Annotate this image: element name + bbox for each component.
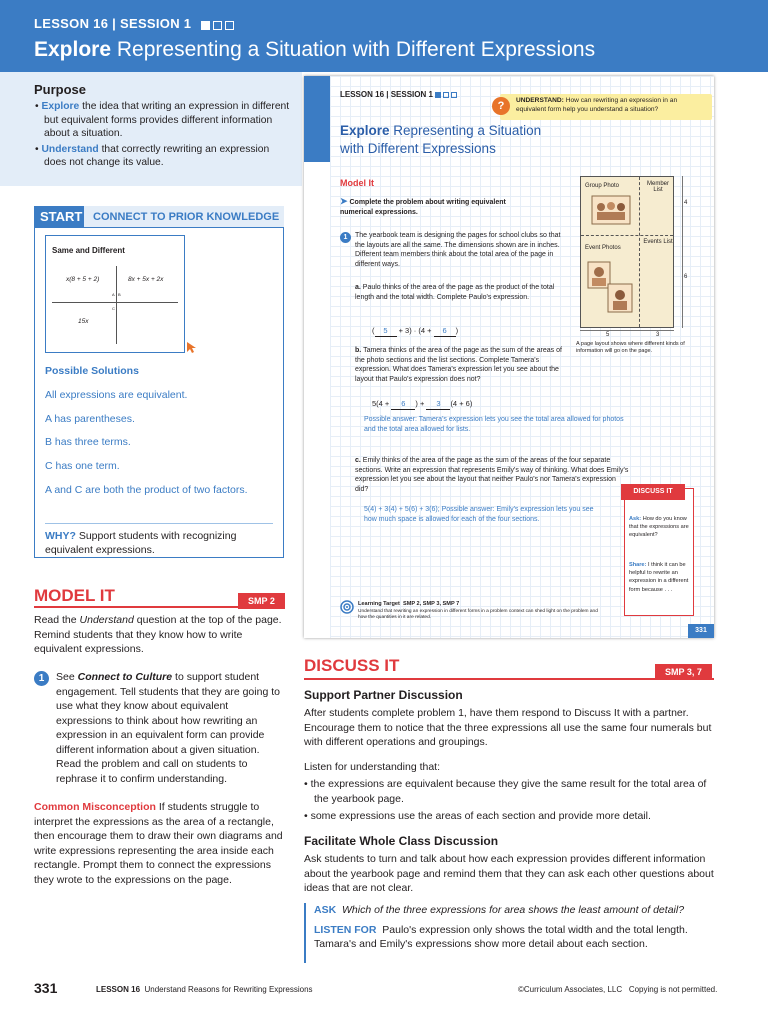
step-number-badge: 1	[34, 671, 49, 686]
sp-problem-text: The yearbook team is designing the pages for school clubs so that the layouts are all the same. The dimensions shown are in inches. Different team members think about the total area of the page in different ways.	[355, 232, 561, 268]
layout-caption: A page layout shows where different kinds of information will go on the page.	[576, 341, 685, 354]
footer-page-number: 331	[34, 980, 58, 996]
connect-prior-knowledge-label: CONNECT TO PRIOR KNOWLEDGE	[93, 211, 280, 223]
dim-6-label: 6	[684, 274, 688, 280]
same-and-different-card[interactable]	[45, 235, 185, 353]
footer-lesson-title: Understand Reasons for Rewriting Expressions	[144, 985, 313, 994]
understand-question	[516, 97, 708, 114]
sp-c-answer: 5(4) + 3(4) + 5(6) + 3(6); Possible answer: Emily's expression lets you see how much space is allowed for each of the four sections.	[364, 506, 594, 523]
model-it-rule	[34, 606, 284, 608]
expr-part: (4 + 6)	[450, 399, 473, 408]
sad-label-c: C	[112, 306, 115, 311]
solution-item: A and C are both the product of two factors.	[45, 484, 248, 496]
sp-discuss-ask	[629, 515, 691, 540]
dim-5-label: 5	[606, 332, 610, 338]
model-it-intro	[34, 613, 286, 657]
sad-item-b: 8x + 5x + 2x	[128, 276, 164, 283]
expr-part: + 3) · (4 +	[396, 326, 434, 335]
page-title	[34, 38, 595, 62]
sp-ask-text: How do you know that the expressions are equivalent?	[629, 516, 689, 539]
answer-blank: 6	[434, 326, 456, 337]
listen-item-text: some expressions use the areas of each section and provide more detail.	[310, 810, 651, 822]
sp-title-line1: Representing a Situation	[393, 123, 542, 138]
solution-item: A has parentheses.	[45, 413, 135, 425]
sp-b-expression	[372, 399, 472, 410]
ask-keyword: ASK	[314, 904, 337, 916]
answer-blank: 5	[375, 326, 397, 337]
listen-heading: Listen for understanding that:	[304, 761, 441, 773]
facilitate-text: Ask students to turn and talk about how each expression provides different information about the yearbook page and remind them that they can ask each other questions about ideas that are not clear.	[304, 853, 714, 894]
lt-smp: SMP 2, SMP 3, SMP 7	[402, 601, 460, 607]
why-keyword: WHY?	[45, 530, 76, 542]
listen-for-line	[314, 923, 716, 952]
purpose-text: that correctly rewriting an expression does not change its value.	[44, 143, 270, 168]
session-progress-icon	[201, 17, 237, 32]
page-layout-diagram	[580, 176, 674, 328]
start-section	[34, 206, 284, 558]
sad-quadrants	[52, 266, 178, 346]
sp-instruction-text: Complete the problem about writing equivalent numerical expressions.	[340, 199, 506, 216]
sp-discuss-share	[629, 561, 691, 594]
sp-a-text: Paulo thinks of the area of the page as the product of the total length and the total width. Complete Paulo's expression.	[355, 284, 555, 301]
step-emphasis: Connect to Culture	[77, 671, 173, 683]
sp-share-text: I think it can be helpful to rewrite an expression in a different form because . . .	[629, 562, 689, 593]
sad-title: Same and Different	[52, 246, 125, 255]
understand-text: How can rewriting an expression in an equivalent form help you understand a situation?	[516, 97, 678, 113]
purpose-item: • Understand that correctly rewriting an expression does not change its value.	[35, 143, 270, 168]
expr-part: (	[372, 326, 375, 335]
sp-b-label: b.	[355, 347, 362, 354]
sp-page-number: 331	[688, 624, 714, 638]
purpose-keyword: Explore	[41, 101, 80, 112]
sp-b-text: Tamera thinks of the area of the page as the sum of the areas of the photo sections and the list sections. Complete Tamera's expression. What does Tamera's expression let you see about the layout that Paulo's expression does not?	[355, 347, 562, 383]
model-it-step	[56, 670, 286, 786]
listen-for-keyword: LISTEN FOR	[314, 923, 377, 936]
sp-instruction: ➤ Complete the problem about writing equivalent numerical expressions.	[340, 196, 506, 216]
solution-item: All expressions are equivalent.	[45, 389, 188, 401]
footer-lesson	[96, 985, 313, 994]
sp-session: SESSION 1	[390, 90, 433, 99]
sad-label-a: A	[112, 292, 115, 297]
listen-item: • the expressions are equivalent because they give the same result for the total area of the yearbook page.	[304, 778, 707, 805]
layout-group-photo: Group Photo	[585, 183, 620, 189]
step-text: to support student engagement. Tell students that they are going to use what they know about equivalent expressions to think about how rewriting an expression in an equivalent form can provide different information about a given situation. Read the problem and call on students to rephrase it to confirm understanding.	[56, 671, 280, 785]
ask-line	[314, 903, 716, 918]
expr-part: 5(4 +	[372, 399, 392, 408]
discuss-it-rule	[304, 678, 714, 680]
dim-line-vertical	[678, 176, 683, 328]
sp-title	[340, 122, 541, 158]
footer-copyright: ©Curriculum Associates, LLC Copying is not permitted.	[518, 985, 718, 994]
listen-list	[304, 777, 716, 824]
listen-for-text: Paulo's expression only shows the total width and the total length. Tamara's and Emily's expressions show more detail about each section.	[314, 923, 688, 950]
common-misconception	[34, 800, 286, 887]
facilitate-heading: Facilitate Whole Class Discussion	[304, 834, 499, 848]
intro-text: question at the top of the page. Remind students that they know how to write equivalent expressions.	[34, 614, 282, 655]
misconception-keyword: Common Misconception	[34, 801, 156, 813]
sp-b-answer: Possible answer: Tamera's expression lets you see the total area allowed for photos and the total area allowed for lists.	[364, 416, 624, 433]
lt-keyword: Learning Target	[358, 601, 400, 607]
sad-item-c: 15x	[78, 318, 89, 325]
title-explore: Explore	[34, 38, 112, 61]
solution-item: B has three terms.	[45, 436, 131, 448]
sp-progress-icon	[435, 90, 460, 99]
purpose-heading: Purpose	[34, 82, 87, 97]
lesson-session-label: LESSON 16 | SESSION 1	[34, 16, 237, 32]
question-icon: ?	[492, 97, 510, 115]
sp-a-label: a.	[355, 284, 361, 291]
footer-lesson-number: LESSON 16	[96, 985, 141, 994]
discuss-it-heading: DISCUSS IT	[304, 656, 400, 675]
support-heading: Support Partner Discussion	[304, 688, 463, 702]
sp-share-kw: Share:	[629, 562, 647, 568]
dim-4-label: 4	[684, 200, 688, 206]
sad-item-a: x(8 + 5 + 2)	[66, 276, 100, 283]
sp-ask-kw: Ask:	[629, 516, 642, 522]
layout-event-photos: Event Photos	[585, 245, 621, 251]
solution-item: C has one term.	[45, 460, 120, 472]
purpose-text: the idea that writing an expression in different but equivalent forms provides different information about a situation.	[44, 101, 290, 139]
model-it-heading: MODEL IT	[34, 586, 115, 605]
purpose-item: • Explore the idea that writing an expression in different but equivalent forms provides different information about a situation.	[35, 101, 290, 139]
sp-problem-number: 1	[340, 232, 351, 243]
why-note	[45, 523, 273, 557]
learning-target-heading	[358, 601, 459, 607]
layout-events-list: Events List	[643, 239, 673, 245]
model-it-smp-badge: SMP 2	[238, 593, 285, 609]
understand-box	[497, 94, 712, 120]
sp-part-c	[355, 456, 629, 494]
expr-part: ) +	[415, 399, 427, 408]
layout-member-list: Member List	[646, 181, 669, 193]
purpose-box	[0, 72, 302, 186]
sp-title-line2: with Different Expressions	[340, 141, 496, 156]
sp-part-a	[355, 283, 563, 302]
target-icon	[340, 600, 354, 614]
sp-c-label: c.	[355, 457, 361, 464]
ask-text: Which of the three expressions for area shows the least amount of detail?	[342, 904, 685, 916]
purpose-keyword: Understand	[41, 143, 99, 155]
dim-3-label: 3	[656, 332, 660, 338]
sp-discuss-label: DISCUSS IT	[621, 484, 685, 500]
intro-emphasis: Understand	[79, 614, 134, 626]
page-header	[0, 0, 768, 72]
start-badge: START	[34, 206, 84, 228]
why-text: Support students with recognizing equivalent expressions.	[45, 530, 237, 556]
possible-solutions-heading: Possible Solutions	[45, 365, 139, 377]
title-text: Representing a Situation with Different Expressions	[116, 38, 596, 61]
expr-part: )	[455, 326, 459, 335]
sad-label-b: B	[118, 292, 121, 297]
listen-item-text: the expressions are equivalent because they give the same result for the total area of the yearbook page.	[310, 778, 707, 805]
misconception-text: If students struggle to interpret the expressions as the area of a rectangle, then encourage them to draw their own diagrams and write expressions representing the area inside each rectangle. Prompt them to connect the expressions they wrote to the expressions on the page.	[34, 801, 283, 886]
click-cursor-icon	[184, 340, 198, 354]
sp-c-text: Emily thinks of the area of the page as the sum of the areas of the four separate sections. Write an expression that represents Emily's way of thinking. What does Emily's expression let you see about the layout that neither Paulo's nor Tamera's expression did?	[355, 457, 629, 493]
sp-lesson-label: LESSON 16 | SESSION 1	[340, 90, 460, 99]
lesson-number: LESSON 16	[34, 16, 109, 31]
event-photo-icon	[607, 283, 633, 313]
student-page-thumbnail	[304, 76, 714, 638]
session-number: SESSION 1	[120, 16, 192, 31]
support-text: After students complete problem 1, have them respond to Discuss It with a partner. Encourage them to notice that the three expressions all use the same four numerals but with different operations and groupings.	[304, 707, 712, 748]
sp-part-b	[355, 346, 573, 384]
listen-item: • some expressions use the areas of each section and provide more detail.	[304, 810, 651, 822]
ask-listen-box	[304, 903, 716, 963]
dim-line-horizontal	[580, 330, 674, 334]
understand-keyword: UNDERSTAND:	[516, 97, 564, 104]
group-photo-icon	[591, 195, 631, 225]
purpose-list	[34, 100, 294, 172]
sp-a-expression	[372, 326, 458, 337]
answer-blank: 3	[426, 399, 450, 410]
sp-title-bold: Explore	[340, 123, 390, 138]
step-text: See	[56, 671, 78, 683]
sp-lesson: LESSON 16	[340, 90, 385, 99]
answer-blank: 6	[391, 399, 415, 410]
sp-discuss-box	[624, 488, 694, 616]
sp-model-it-label: Model It	[340, 178, 374, 188]
intro-text: Read the	[34, 614, 80, 626]
learning-target-text: Understand that rewriting an expression in different forms in a problem context can shed light on the problem and how the quantities in it are related.	[358, 609, 598, 620]
discuss-it-smp-badge: SMP 3, 7	[655, 664, 712, 680]
